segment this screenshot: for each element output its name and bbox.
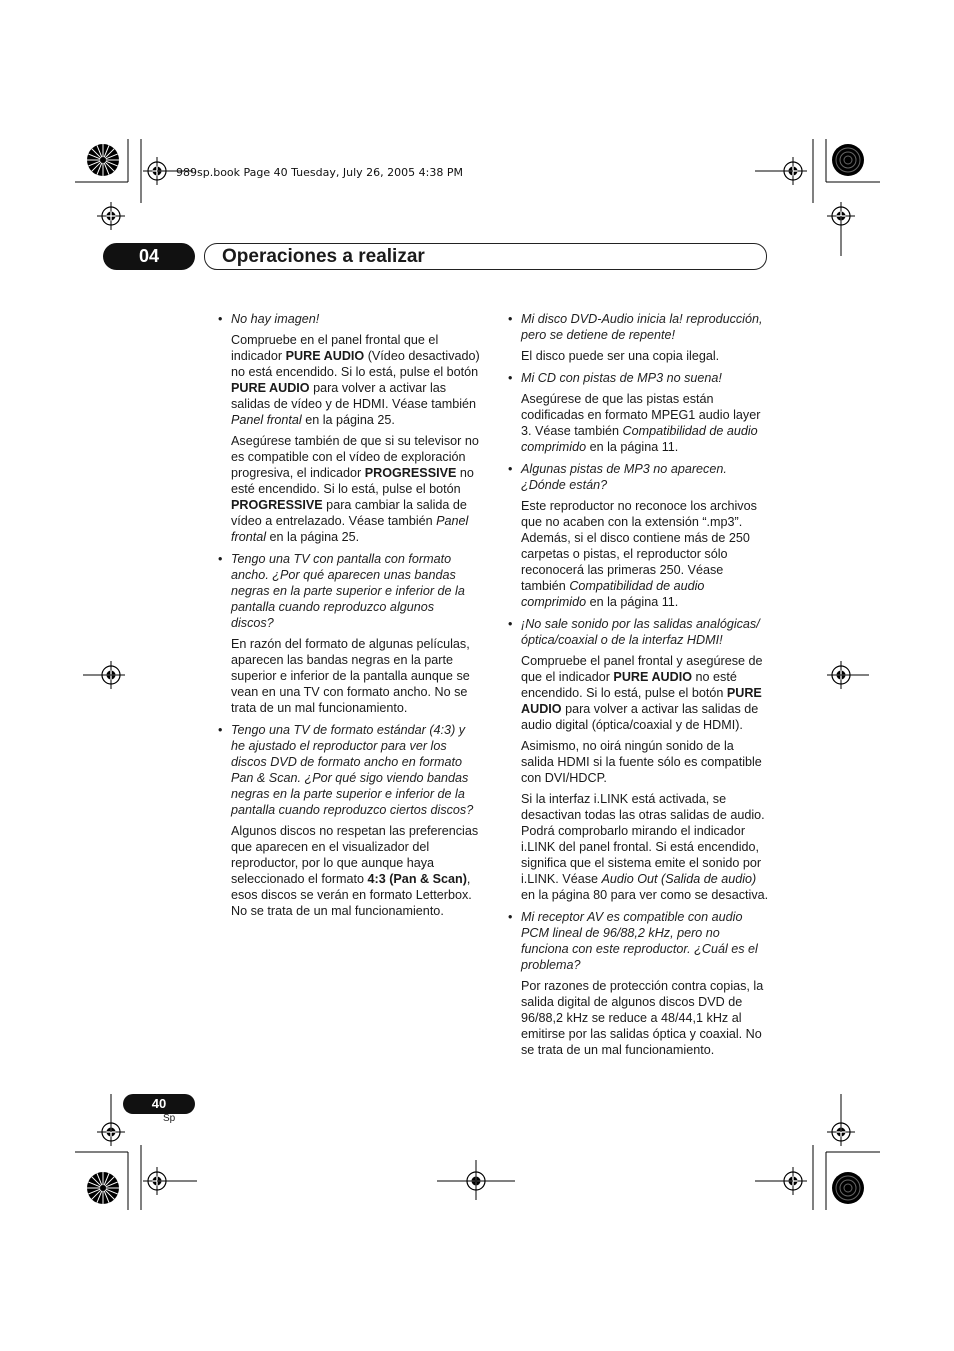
bullet: • (508, 617, 513, 631)
faq-answer: Asegúrese de que las pistas están codificadas en formato MPEG1 audio layer 3. Véase también Compatibilidad de audio comprimido en la página 11. (521, 392, 761, 454)
sunburst-mark (87, 1172, 119, 1204)
target-mark (832, 1172, 864, 1204)
faq-answer: Este reproductor no reconoce los archivos que no acaben con la extensión “.mp3”. Además, si el disco contiene más de 250 carpetas o pistas, el reproductor sólo reconocerá las primeras 250. Véase también Compatibilidad de audio comprimido en la página 11. (521, 499, 757, 609)
faq-question: ¡No sale sonido por las salidas analógicas/ óptica/coaxial o de la interfaz HDMI! (521, 617, 760, 647)
faq-question: Mi receptor AV es compatible con audio PCM lineal de 96/88,2 kHz, pero no funciona con este reproductor. ¿Cuál es el problema? (521, 910, 758, 972)
page-number: 40 (123, 1094, 195, 1114)
bullet: • (508, 371, 513, 385)
bullet: • (508, 462, 513, 476)
left-column (218, 311, 480, 925)
faq-question: Algunas pistas de MP3 no aparecen. ¿Dónde están? (521, 462, 727, 492)
page-language: Sp (163, 1113, 176, 1124)
faq-question: No hay imagen! (231, 312, 320, 326)
faq-answer: Si la interfaz i.LINK está activada, se desactivan todas las otras salidas de audio. Podrá comprobarlo mirando el indicador i.LINK del panel frontal. Si está encendido, significa que el sistema emite el sonido por i.LINK. Véase Audio Out (Salida de audio) en la página 80 para ver como se desactiva. (521, 792, 769, 902)
bullet: • (218, 552, 223, 566)
chapter-title-box (204, 243, 767, 270)
right-column (508, 311, 770, 1064)
faq-answer: En razón del formato de algunas películas, aparecen las bandas negras en la parte superior e inferior de la pantalla aunque se vean en una TV con formato ancho. No se trata de un mal funcionamiento. (231, 637, 470, 715)
faq-question: Tengo una TV con pantalla con formato ancho. ¿Por qué aparecen unas bandas negras en la parte superior e inferior de la pantalla cuando reproduzco algunos discos? (231, 552, 465, 630)
faq-item (218, 551, 480, 716)
faq-answer: Por razones de protección contra copias, la salida digital de algunos discos DVD de 96/88,2 kHz se reduce a 48/44,1 kHz al emitirse por las salidas óptica y coaxial. No se trata de un mal funcionamiento. (521, 979, 764, 1057)
target-mark (832, 144, 864, 176)
faq-item (508, 909, 770, 1058)
bullet: • (218, 312, 223, 326)
faq-answer: Algunos discos no respetan las preferencias que aparecen en el visualizador del reproductor, por lo que aunque haya seleccionado el formato 4:3 (Pan & Scan), esos discos se verán en formato Letterbox. No se trata de un mal funcionamiento. (231, 824, 479, 918)
faq-answer: Compruebe el panel frontal y asegúrese de que el indicador PURE AUDIO no esté encendido. Si lo está, pulse el botón PURE AUDIO para volver a activar las salidas de audio digital (óptica/coaxial y de HDMI). (521, 654, 763, 732)
faq-question: Mi CD con pistas de MP3 no suena! (521, 371, 722, 385)
faq-item (508, 311, 770, 364)
print-info-line: 989sp.book Page 40 Tuesday, July 26, 2005 4:38 PM (176, 166, 463, 179)
faq-item (508, 370, 770, 455)
faq-item (218, 722, 480, 919)
chapter-number-badge: 04 (103, 243, 195, 270)
bullet: • (508, 910, 513, 924)
faq-answer: Compruebe en el panel frontal que el indicador PURE AUDIO (Vídeo desactivado) no está encendido. Si lo está, pulse el botón PURE AUDIO para volver a activar las salidas de vídeo y de HDMI. Véase también Panel frontal en la página 25. (231, 333, 480, 427)
faq-item (508, 461, 770, 610)
faq-answer: Asegúrese también de que si su televisor no es compatible con el vídeo de exploración progresiva, el indicador PROGRESSIVE no esté encendido. Si lo está, pulse el botón PROGRESSIVE para cambiar la salida de vídeo a entrelazado. Véase también Panel frontal en la página 25. (231, 434, 479, 544)
bullet: • (218, 723, 223, 737)
faq-item (218, 311, 480, 545)
faq-item (508, 616, 770, 903)
chapter-title: Operaciones a realizar (222, 246, 425, 267)
bullet: • (508, 312, 513, 326)
registration-mark (97, 202, 125, 230)
faq-question: Mi disco DVD-Audio inicia la! reproducción, pero se detiene de repente! (521, 312, 763, 342)
faq-answer: El disco puede ser una copia ilegal. (521, 349, 720, 363)
faq-answer: Asimismo, no oirá ningún sonido de la salida HDMI si la fuente sólo es compatible con DVI/HDCP. (521, 739, 762, 785)
faq-question: Tengo una TV de formato estándar (4:3) y he ajustado el reproductor para ver los discos DVD de formato ancho en formato Pan & Scan. ¿Por qué sigo viendo bandas negras en la parte superior e inferior de la pantalla cuando reproduzco ciertos discos? (231, 723, 474, 817)
sunburst-mark (87, 144, 119, 176)
